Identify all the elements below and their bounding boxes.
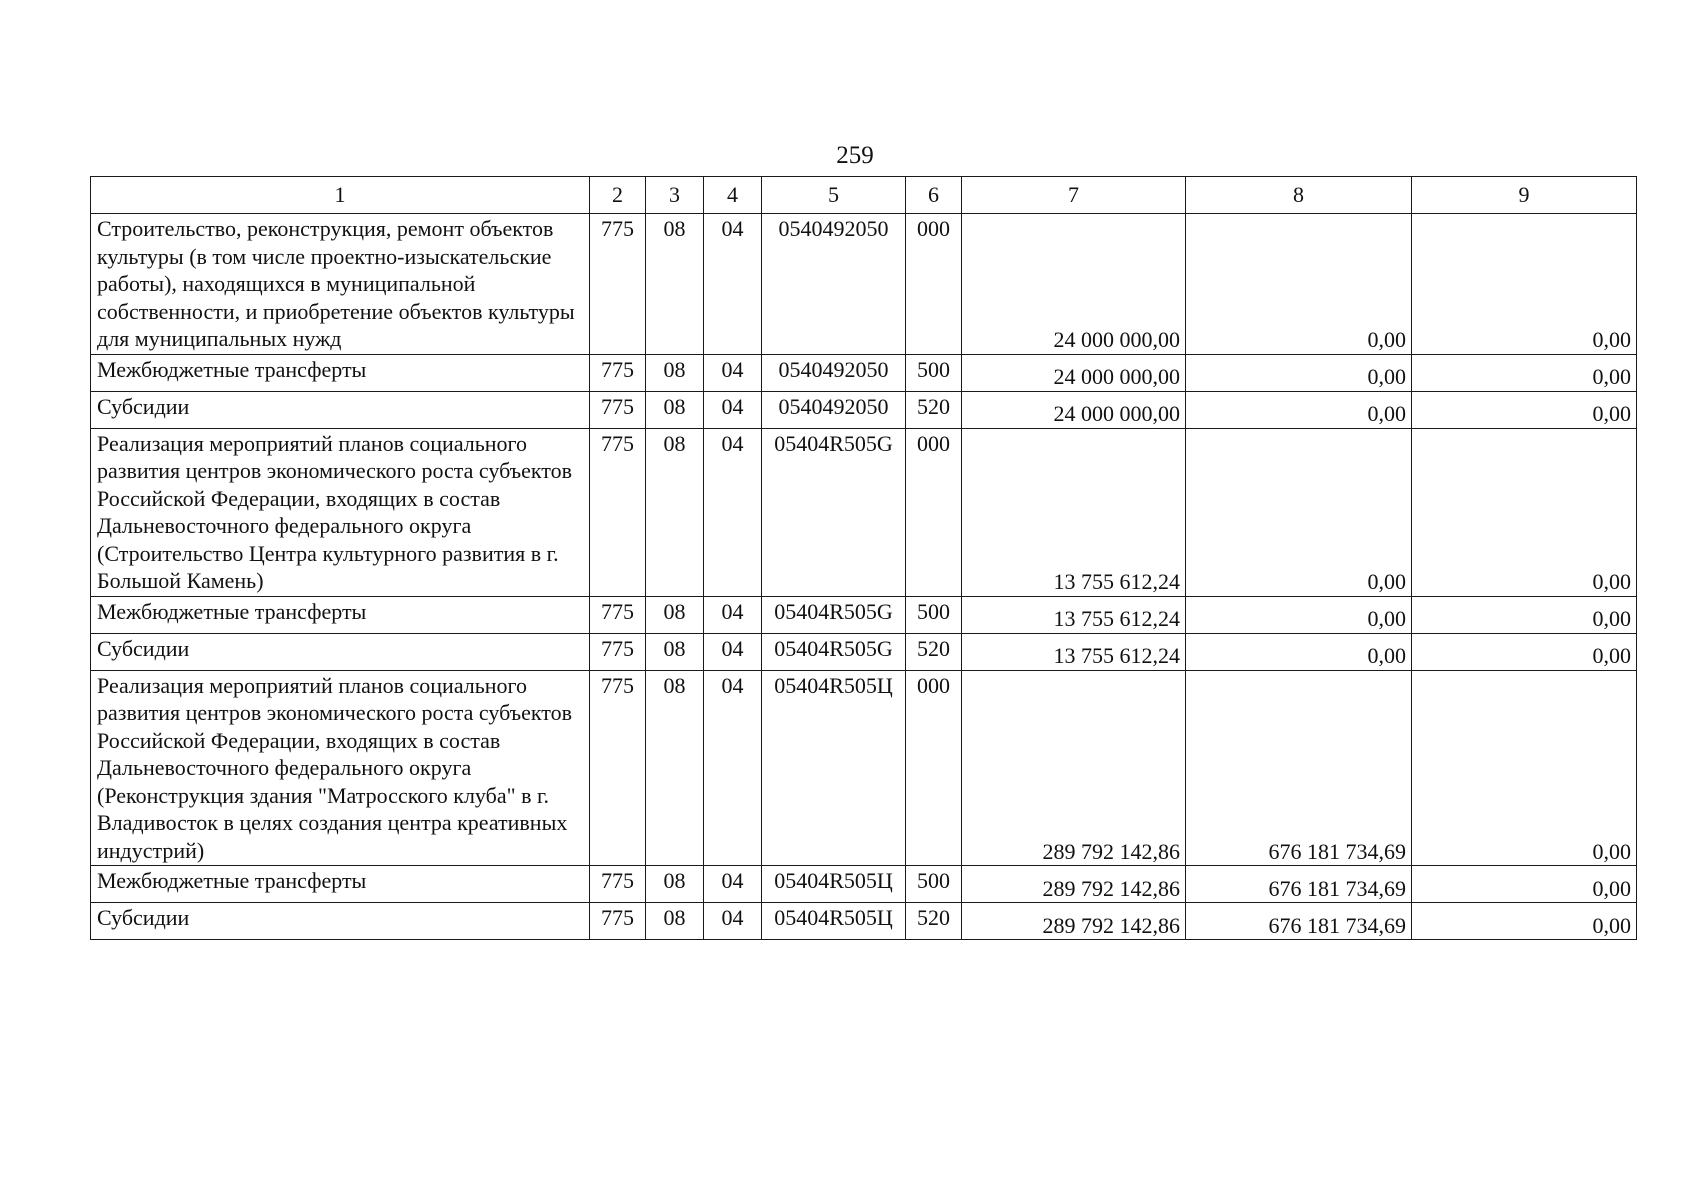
ministry-code: 775	[590, 903, 646, 940]
target-article-code: 05404R505Ц	[762, 903, 906, 940]
header-col-8: 8	[1186, 177, 1412, 214]
row-name: Субсидии	[91, 903, 590, 940]
amount-col-7: 13 755 612,24	[962, 633, 1186, 670]
amount-col-8: 0,00	[1186, 633, 1412, 670]
ministry-code: 775	[590, 354, 646, 391]
subsection-code: 04	[704, 391, 762, 428]
table-row	[91, 214, 1637, 355]
budget-table	[90, 176, 1637, 940]
amount-col-9: 0,00	[1412, 670, 1637, 866]
amount-col-8: 0,00	[1186, 428, 1412, 596]
ministry-code: 775	[590, 633, 646, 670]
ministry-code: 775	[590, 596, 646, 633]
target-article-code: 05404R505Ц	[762, 866, 906, 903]
amount-col-7: 24 000 000,00	[962, 391, 1186, 428]
amount-col-7: 289 792 142,86	[962, 866, 1186, 903]
subsection-code: 04	[704, 903, 762, 940]
amount-col-9: 0,00	[1412, 596, 1637, 633]
amount-col-8: 676 181 734,69	[1186, 866, 1412, 903]
amount-col-8: 676 181 734,69	[1186, 903, 1412, 940]
table-row	[91, 866, 1637, 903]
section-code: 08	[646, 633, 704, 670]
expense-type-code: 500	[906, 354, 962, 391]
amount-col-9: 0,00	[1412, 866, 1637, 903]
ministry-code: 775	[590, 428, 646, 596]
expense-type-code: 520	[906, 903, 962, 940]
ministry-code: 775	[590, 670, 646, 866]
amount-col-7: 24 000 000,00	[962, 354, 1186, 391]
header-col-3: 3	[646, 177, 704, 214]
subsection-code: 04	[704, 596, 762, 633]
subsection-code: 04	[704, 214, 762, 355]
header-row	[91, 177, 1637, 214]
section-code: 08	[646, 354, 704, 391]
row-name: Межбюджетные трансферты	[91, 354, 590, 391]
row-name: Субсидии	[91, 391, 590, 428]
subsection-code: 04	[704, 633, 762, 670]
row-name: Реализация мероприятий планов социального развития центров экономического роста субъектов Российской Федерации, входящих в состав Дальневосточного федерального округа (Реконструкция здания "Матросского клуба" в г. Владивосток в целях создания центра креативных индустрий)	[91, 670, 590, 866]
ministry-code: 775	[590, 214, 646, 355]
amount-col-9: 0,00	[1412, 391, 1637, 428]
amount-col-8: 0,00	[1186, 214, 1412, 355]
target-article-code: 05404R505G	[762, 633, 906, 670]
subsection-code: 04	[704, 866, 762, 903]
section-code: 08	[646, 670, 704, 866]
table-row	[91, 391, 1637, 428]
table-row	[91, 903, 1637, 940]
table-row	[91, 633, 1637, 670]
amount-col-8: 0,00	[1186, 596, 1412, 633]
amount-col-9: 0,00	[1412, 214, 1637, 355]
expense-type-code: 000	[906, 670, 962, 866]
subsection-code: 04	[704, 428, 762, 596]
expense-type-code: 000	[906, 428, 962, 596]
section-code: 08	[646, 214, 704, 355]
section-code: 08	[646, 596, 704, 633]
table-row	[91, 670, 1637, 866]
expense-type-code: 500	[906, 866, 962, 903]
target-article-code: 0540492050	[762, 354, 906, 391]
header-col-7: 7	[962, 177, 1186, 214]
header-col-1: 1	[91, 177, 590, 214]
amount-col-7: 13 755 612,24	[962, 428, 1186, 596]
header-col-5: 5	[762, 177, 906, 214]
table-row	[91, 354, 1637, 391]
amount-col-9: 0,00	[1412, 903, 1637, 940]
target-article-code: 0540492050	[762, 391, 906, 428]
expense-type-code: 520	[906, 633, 962, 670]
target-article-code: 05404R505G	[762, 596, 906, 633]
table-row	[91, 428, 1637, 596]
row-name: Межбюджетные трансферты	[91, 866, 590, 903]
amount-col-7: 289 792 142,86	[962, 903, 1186, 940]
table-row	[91, 596, 1637, 633]
amount-col-9: 0,00	[1412, 633, 1637, 670]
amount-col-7: 13 755 612,24	[962, 596, 1186, 633]
amount-col-7: 289 792 142,86	[962, 670, 1186, 866]
section-code: 08	[646, 866, 704, 903]
amount-col-8: 0,00	[1186, 391, 1412, 428]
row-name: Субсидии	[91, 633, 590, 670]
ministry-code: 775	[590, 391, 646, 428]
expense-type-code: 000	[906, 214, 962, 355]
amount-col-9: 0,00	[1412, 354, 1637, 391]
section-code: 08	[646, 903, 704, 940]
row-name: Межбюджетные трансферты	[91, 596, 590, 633]
amount-col-9: 0,00	[1412, 428, 1637, 596]
ministry-code: 775	[590, 866, 646, 903]
section-code: 08	[646, 428, 704, 596]
header-col-4: 4	[704, 177, 762, 214]
section-code: 08	[646, 391, 704, 428]
subsection-code: 04	[704, 354, 762, 391]
expense-type-code: 520	[906, 391, 962, 428]
page-number: 259	[836, 142, 874, 169]
amount-col-8: 0,00	[1186, 354, 1412, 391]
header-col-2: 2	[590, 177, 646, 214]
expense-type-code: 500	[906, 596, 962, 633]
row-name: Строительство, реконструкция, ремонт объектов культуры (в том числе проектно-изыскательские работы), находящихся в муниципальной собственности, и приобретение объектов культуры для муниципальных нужд	[91, 214, 590, 355]
amount-col-8: 676 181 734,69	[1186, 670, 1412, 866]
target-article-code: 0540492050	[762, 214, 906, 355]
target-article-code: 05404R505G	[762, 428, 906, 596]
row-name: Реализация мероприятий планов социального развития центров экономического роста субъектов Российской Федерации, входящих в состав Дальневосточного федерального округа (Строительство Центра культурного развития в г. Большой Камень)	[91, 428, 590, 596]
header-col-9: 9	[1412, 177, 1637, 214]
header-col-6: 6	[906, 177, 962, 214]
target-article-code: 05404R505Ц	[762, 670, 906, 866]
amount-col-7: 24 000 000,00	[962, 214, 1186, 355]
subsection-code: 04	[704, 670, 762, 866]
